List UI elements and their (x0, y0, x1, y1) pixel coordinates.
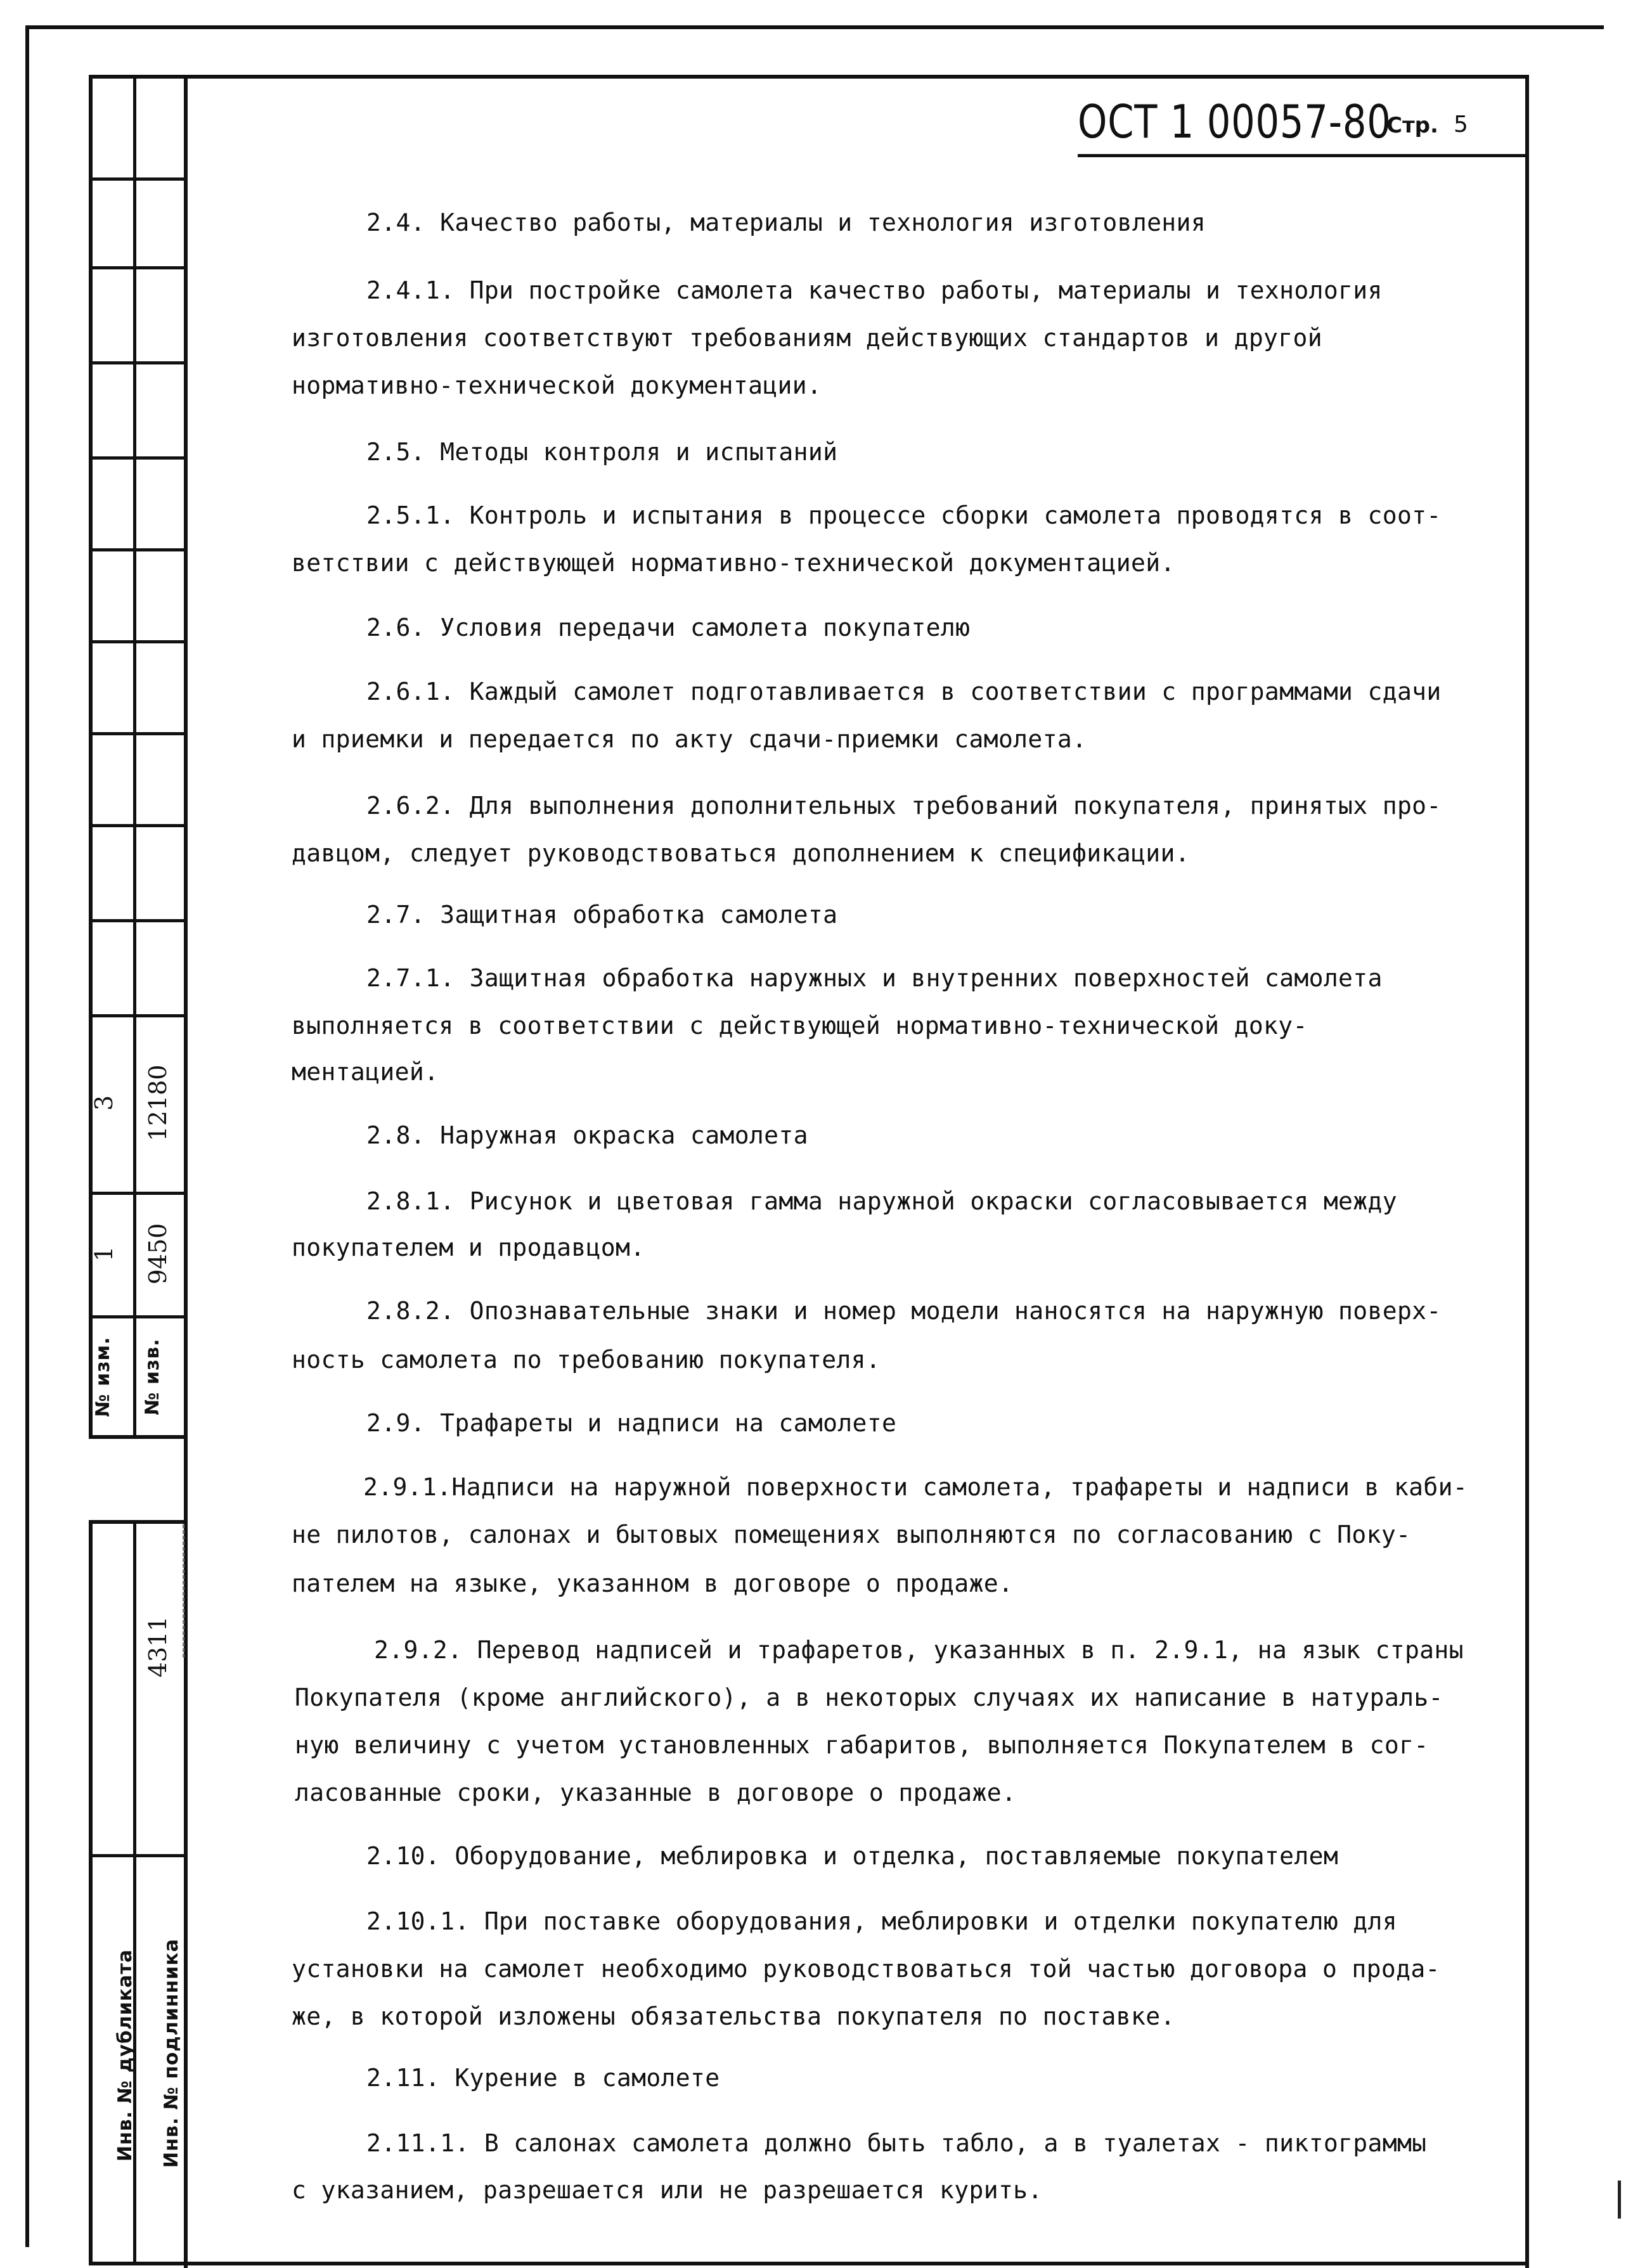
document-frame (184, 75, 1529, 2268)
paragraph-line: 2.6.2. Для выполнения дополнительных требований покупателя, принятых про- (366, 792, 1442, 820)
notice-no-label: № изв. (141, 1338, 164, 1415)
paragraph-line: нормативно-технической документации. (292, 371, 822, 399)
header-underline (1078, 154, 1528, 157)
page-label: Стр. (1386, 113, 1438, 138)
frame-bottom-line (89, 2262, 1529, 2265)
paragraph-line: не пилотов, салонах и бытовых помещениях выполняются по согласованию с Поку- (292, 1521, 1411, 1549)
section-heading: 2.6. Условия передачи самолета покупателю (366, 614, 971, 641)
section-heading: 2.10. Оборудование, меблировка и отделка, поставляемые покупателем (366, 1842, 1339, 1870)
change-no-label: № изм. (92, 1336, 114, 1417)
section-heading: 2.8. Наружная окраска самолета (366, 1121, 808, 1149)
paragraph-line: покупателем и продавцом. (292, 1234, 645, 1261)
section-heading: 2.4. Качество работы, материалы и технология изготовления (366, 209, 1206, 236)
inv-original-number: 4311 (144, 1616, 172, 1678)
paragraph-line: 2.8.2. Опознавательные знаки и номер модели наносятся на наружную поверх- (366, 1297, 1442, 1325)
strip-row-line (89, 361, 188, 364)
strip-row-line (89, 1854, 188, 1857)
section-heading: 2.5. Методы контроля и испытаний (366, 438, 838, 466)
edge-mark (1618, 2181, 1621, 2219)
inv-duplicate-label: Инв. № дубликата (114, 1949, 136, 2162)
paragraph-line: 2.8.1. Рисунок и цветовая гамма наружной окраски согласовывается между (366, 1187, 1397, 1215)
notice-number: 9450 (144, 1223, 172, 1285)
paragraph-line: давцом, следует руководствоваться дополнением к спецификации. (292, 839, 1190, 867)
paragraph-line: изготовления соответствуют требованиям действующих стандартов и другой (292, 324, 1322, 352)
paragraph-line: ветствии с действующей нормативно-технической документацией. (292, 549, 1175, 577)
strip-divider (133, 79, 136, 1439)
document-code: ОСТ 1 00057-80 (1078, 95, 1391, 148)
paragraph-line: 2.9.2. Перевод надписей и трафаретов, указанных в п. 2.9.1, на язык страны (374, 1636, 1464, 1664)
document-header (1078, 95, 1528, 158)
section-heading: 2.11. Курение в самолете (366, 2064, 720, 2092)
strip-row-line (89, 266, 188, 269)
paragraph-line: выполняется в соответствии с действующей нормативно-технической доку- (292, 1012, 1308, 1040)
paragraph-line: 2.6.1. Каждый самолет подготавливается в соответствии с программами сдачи (366, 678, 1442, 706)
paragraph-line: 2.9.1.Надписи на наружной поверхности самолета, трафареты и надписи в каби- (363, 1473, 1468, 1501)
notice-number-2: 12180 (144, 1064, 172, 1142)
paragraph-line: 2.5.1. Контроль и испытания в процессе сборки самолета проводятся в соот- (366, 501, 1442, 529)
paragraph-line: 2.4.1. При постройке самолета качество работы, материалы и технология (366, 276, 1383, 304)
strip-row-line (89, 640, 188, 643)
strip-row-line (89, 824, 188, 827)
page-number: 5 (1454, 112, 1468, 138)
paragraph-line: ную величину с учетом установленных габаритов, выполняется Покупателем в сог- (295, 1731, 1429, 1759)
change-number: 1 (90, 1246, 118, 1262)
paragraph-line: и приемки и передается по акту сдачи-приемки самолета. (292, 725, 1087, 753)
section-heading: 2.9. Трафареты и надписи на самолете (366, 1409, 897, 1437)
paragraph-line: 2.7.1. Защитная обработка наружных и внутренних поверхностей самолета (366, 964, 1383, 992)
strip-row-line (89, 177, 188, 181)
change-number-2: 3 (90, 1095, 118, 1111)
section-heading: 2.7. Защитная обработка самолета (366, 901, 838, 929)
paragraph-line: установки на самолет необходимо руководствоваться той частью договора о прода- (292, 1955, 1440, 1983)
paragraph-line: ласованные сроки, указанные в договоре о продаже. (295, 1779, 1017, 1807)
strip-row-line (89, 919, 188, 922)
strip-row-line (89, 1014, 188, 1017)
paragraph-line: Покупателя (кроме английского), а в некоторых случаях их написание в натураль- (295, 1684, 1443, 1711)
strip-row-line (89, 456, 188, 460)
strip-row-line (89, 732, 188, 735)
inv-original-label: Инв. № подлинника (160, 1938, 183, 2168)
paragraph-line: с указанием, разрешается или не разрешается курить. (292, 2176, 1043, 2204)
paragraph-line: ность самолета по требованию покупателя. (292, 1346, 881, 1374)
strip-row-line (89, 548, 188, 551)
paragraph-line: пателем на языке, указанном в договоре о продаже. (292, 1569, 1014, 1597)
paragraph-line: же, в которой изложены обязательства покупателя по поставке. (292, 2002, 1175, 2030)
cut-mark (183, 1524, 184, 1658)
paragraph-line: 2.10.1. При поставке оборудования, меблировки и отделки покупателю для (366, 1907, 1397, 1935)
paragraph-line: 2.11.1. В салонах самолета должно быть табло, а в туалетах - пиктограммы (366, 2129, 1427, 2157)
paragraph-line: ментацией. (292, 1058, 439, 1086)
